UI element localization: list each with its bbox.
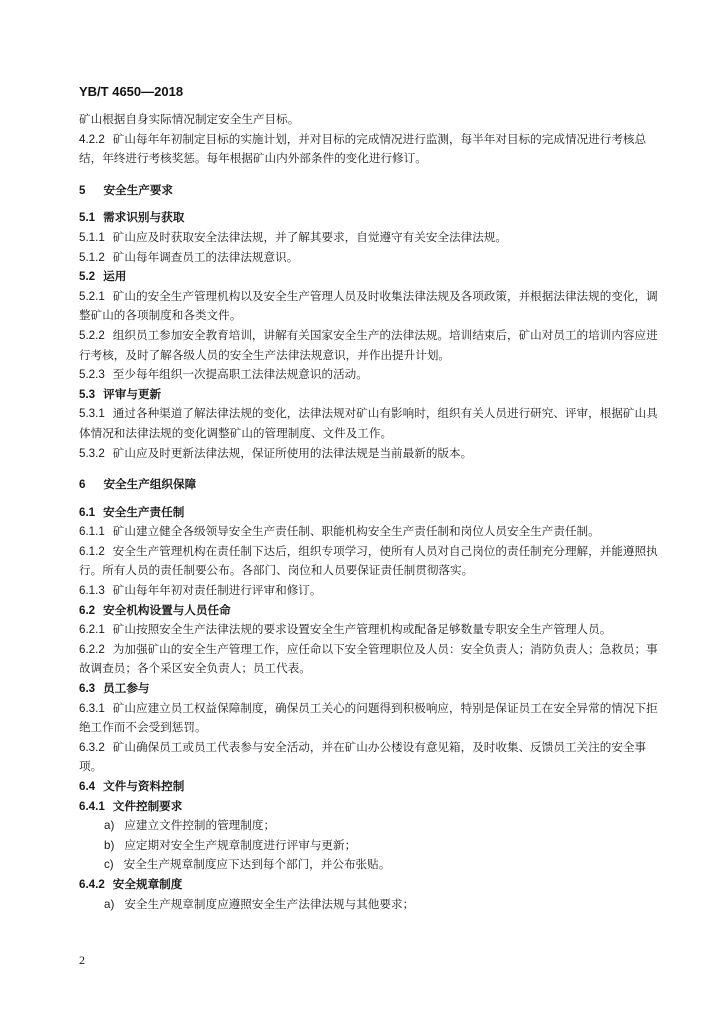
clause-text: 通过各种渠道了解法律法规的变化，法律法规对矿山有影响时，组织有关人员进行研究、评审，根据矿山具体情况和法律法规的变化调整矿山的管理制度、文件及工作。 [79, 406, 658, 440]
clause-number: 5.3 [79, 387, 96, 401]
clause-text: 矿山每年年初制定目标的实施计划，并对目标的完成情况进行监测，每半年对目标的完成情况进行考核总结，年终进行考核奖惩。每年根据矿山内外部条件的变化进行修订。 [79, 131, 647, 166]
clause-text: 应定期对安全生产规章制度进行评审与更新； [124, 837, 357, 852]
clause-text: 矿山根据自身实际情况制定安全生产目标。 [79, 112, 300, 126]
clause-text: 矿山应及时更新法律法规，保证所使用的法律法规是当前最新的版本。 [112, 445, 473, 460]
clause-number: 5.1 [79, 211, 96, 225]
subsection-heading [79, 267, 659, 287]
clause-number: 6.4.1 [79, 799, 105, 813]
list-item [79, 895, 659, 915]
clause-text: 矿山每年年初对责任制进行评审和修订。 [112, 583, 322, 598]
clause-text: 安全生产管理机构在责任制下达后，组织专项学习，使所有人员对自己岗位的责任制充分理解，并能遵照执行。所有人员的责任制要公布。各部门、岗位和人员要保证责任制贯彻落实。 [79, 543, 658, 578]
clause-text: 矿山应及时获取安全法律法规，并了解其要求，自觉遵守有关安全法律法规。 [112, 229, 507, 244]
subsection-heading [79, 777, 659, 797]
page-number: 2 [79, 953, 85, 967]
subsection-heading [79, 385, 659, 405]
clause-paragraph [79, 620, 659, 640]
clause-number: 5.2.3 [79, 368, 105, 382]
clause-text: 矿山确保员工或员工代表参与安全活动，并在矿山办公楼设有意见箱，及时收集、反馈员工关注的安全事项。 [79, 739, 647, 774]
clause-number: b) [104, 838, 115, 852]
subsection-heading [79, 601, 659, 621]
clause-number: 6 [79, 478, 86, 492]
subsection-heading [79, 797, 659, 817]
clause-text: 矿山建立健全各级领导安全生产责任制、职能机构安全生产责任制和岗位人员安全生产责任制。 [112, 524, 600, 539]
subsection-heading [79, 503, 659, 523]
clause-number: 5.2.1 [79, 289, 105, 303]
clause-paragraph [79, 365, 659, 385]
clause-paragraph [79, 581, 659, 601]
clause-number: c) [104, 858, 114, 872]
clause-number: 5.3.1 [79, 407, 105, 421]
clause-paragraph [79, 699, 659, 738]
clause-number: 6.3 [79, 682, 96, 696]
clause-number: 6.2 [79, 603, 96, 617]
document-body [79, 110, 659, 914]
clause-paragraph [79, 228, 659, 248]
section-heading [79, 475, 659, 495]
clause-number: 6.4.2 [79, 877, 105, 891]
clause-number: 5 [79, 183, 86, 197]
clause-text: 应建立文件控制的管理制度； [124, 818, 276, 833]
clause-text: 安全生产要求 [103, 182, 174, 197]
clause-number: 5.1.2 [79, 250, 105, 264]
clause-text: 为加强矿山的安全生产管理工作，应任命以下安全管理职位及人员：安全负责人；消防负责人；急救员；事故调查员；各个采区安全负责人；员工代表。 [79, 641, 658, 676]
subsection-heading [79, 875, 659, 895]
section-heading [79, 181, 659, 201]
clause-number: 6.2.2 [79, 642, 105, 656]
page-header: YB/T 4650—2018 [79, 84, 184, 99]
clause-text: 矿山应建立员工权益保障制度，确保员工关心的问题得到积极响应，特别是保证员工在安全异常的情况下拒绝工作而不会受到惩罚。 [79, 700, 658, 735]
clause-paragraph [79, 542, 659, 581]
clause-number: 6.1.3 [79, 584, 105, 598]
clause-paragraph [79, 522, 659, 542]
subsection-heading [79, 679, 659, 699]
clause-text: 矿山每年调查员工的法律法规意识。 [112, 249, 299, 264]
clause-text: 安全机构设置与人员任命 [103, 602, 231, 617]
clause-paragraph [79, 404, 659, 443]
clause-number: 5.2 [79, 270, 96, 284]
clause-text: 运用 [103, 269, 127, 284]
subsection-heading [79, 208, 659, 228]
list-item [79, 816, 659, 836]
clause-number: 6.1 [79, 505, 96, 519]
clause-paragraph [79, 640, 659, 679]
clause-paragraph [79, 326, 659, 365]
clause-text: 安全生产规章制度应下达到每个部门，并公布张贴。 [123, 857, 391, 872]
clause-number: 6.1.2 [79, 544, 105, 558]
clause-paragraph [79, 110, 659, 130]
clause-paragraph [79, 130, 659, 169]
clause-paragraph [79, 248, 659, 268]
clause-number: 6.3.1 [79, 701, 105, 715]
clause-number: a) [104, 897, 115, 911]
clause-text: 矿山按照安全生产法律法规的要求设置安全生产管理机构或配备足够数量专职安全生产管理人员。 [112, 622, 612, 637]
clause-number: 4.2.2 [79, 132, 105, 146]
clause-text: 安全生产责任制 [103, 504, 185, 519]
clause-text: 矿山的安全生产管理机构以及安全生产管理人员及时收集法律法规及各项政策，并根据法律法规的变化，调整矿山的各项制度和各类文件。 [79, 288, 658, 323]
clause-number: 6.2.1 [79, 623, 105, 637]
clause-text: 安全规章制度 [112, 876, 183, 891]
clause-text: 安全生产组织保障 [103, 477, 197, 492]
clause-text: 需求识别与获取 [103, 210, 185, 225]
clause-number: a) [104, 819, 115, 833]
clause-number: 6.4 [79, 780, 96, 793]
list-item [79, 836, 659, 856]
clause-number: 5.1.1 [79, 230, 105, 244]
clause-text: 评审与更新 [103, 386, 162, 401]
clause-paragraph [79, 738, 659, 777]
clause-text: 文件控制要求 [112, 798, 183, 813]
clause-text: 安全生产规章制度应遵照安全生产法律法规与其他要求； [124, 896, 415, 911]
clause-number: 6.3.2 [79, 740, 105, 754]
clause-paragraph [79, 444, 659, 464]
clause-number: 5.2.2 [79, 328, 105, 342]
clause-text: 组织员工参加安全教育培训，讲解有关国家安全生产的法律法规。培训结束后，矿山对员工的培训内容应进行考核，及时了解各级人员的安全生产法律法规意识，并作出提升计划。 [79, 327, 658, 362]
clause-number: 5.3.2 [79, 446, 105, 460]
clause-text: 文件与资料控制 [103, 779, 185, 793]
clause-text: 员工参与 [103, 681, 150, 696]
clause-number: 6.1.1 [79, 525, 105, 539]
clause-text: 至少每年组织一次提高职工法律法规意识的活动。 [112, 367, 368, 382]
clause-paragraph [79, 287, 659, 326]
list-item [79, 855, 659, 875]
